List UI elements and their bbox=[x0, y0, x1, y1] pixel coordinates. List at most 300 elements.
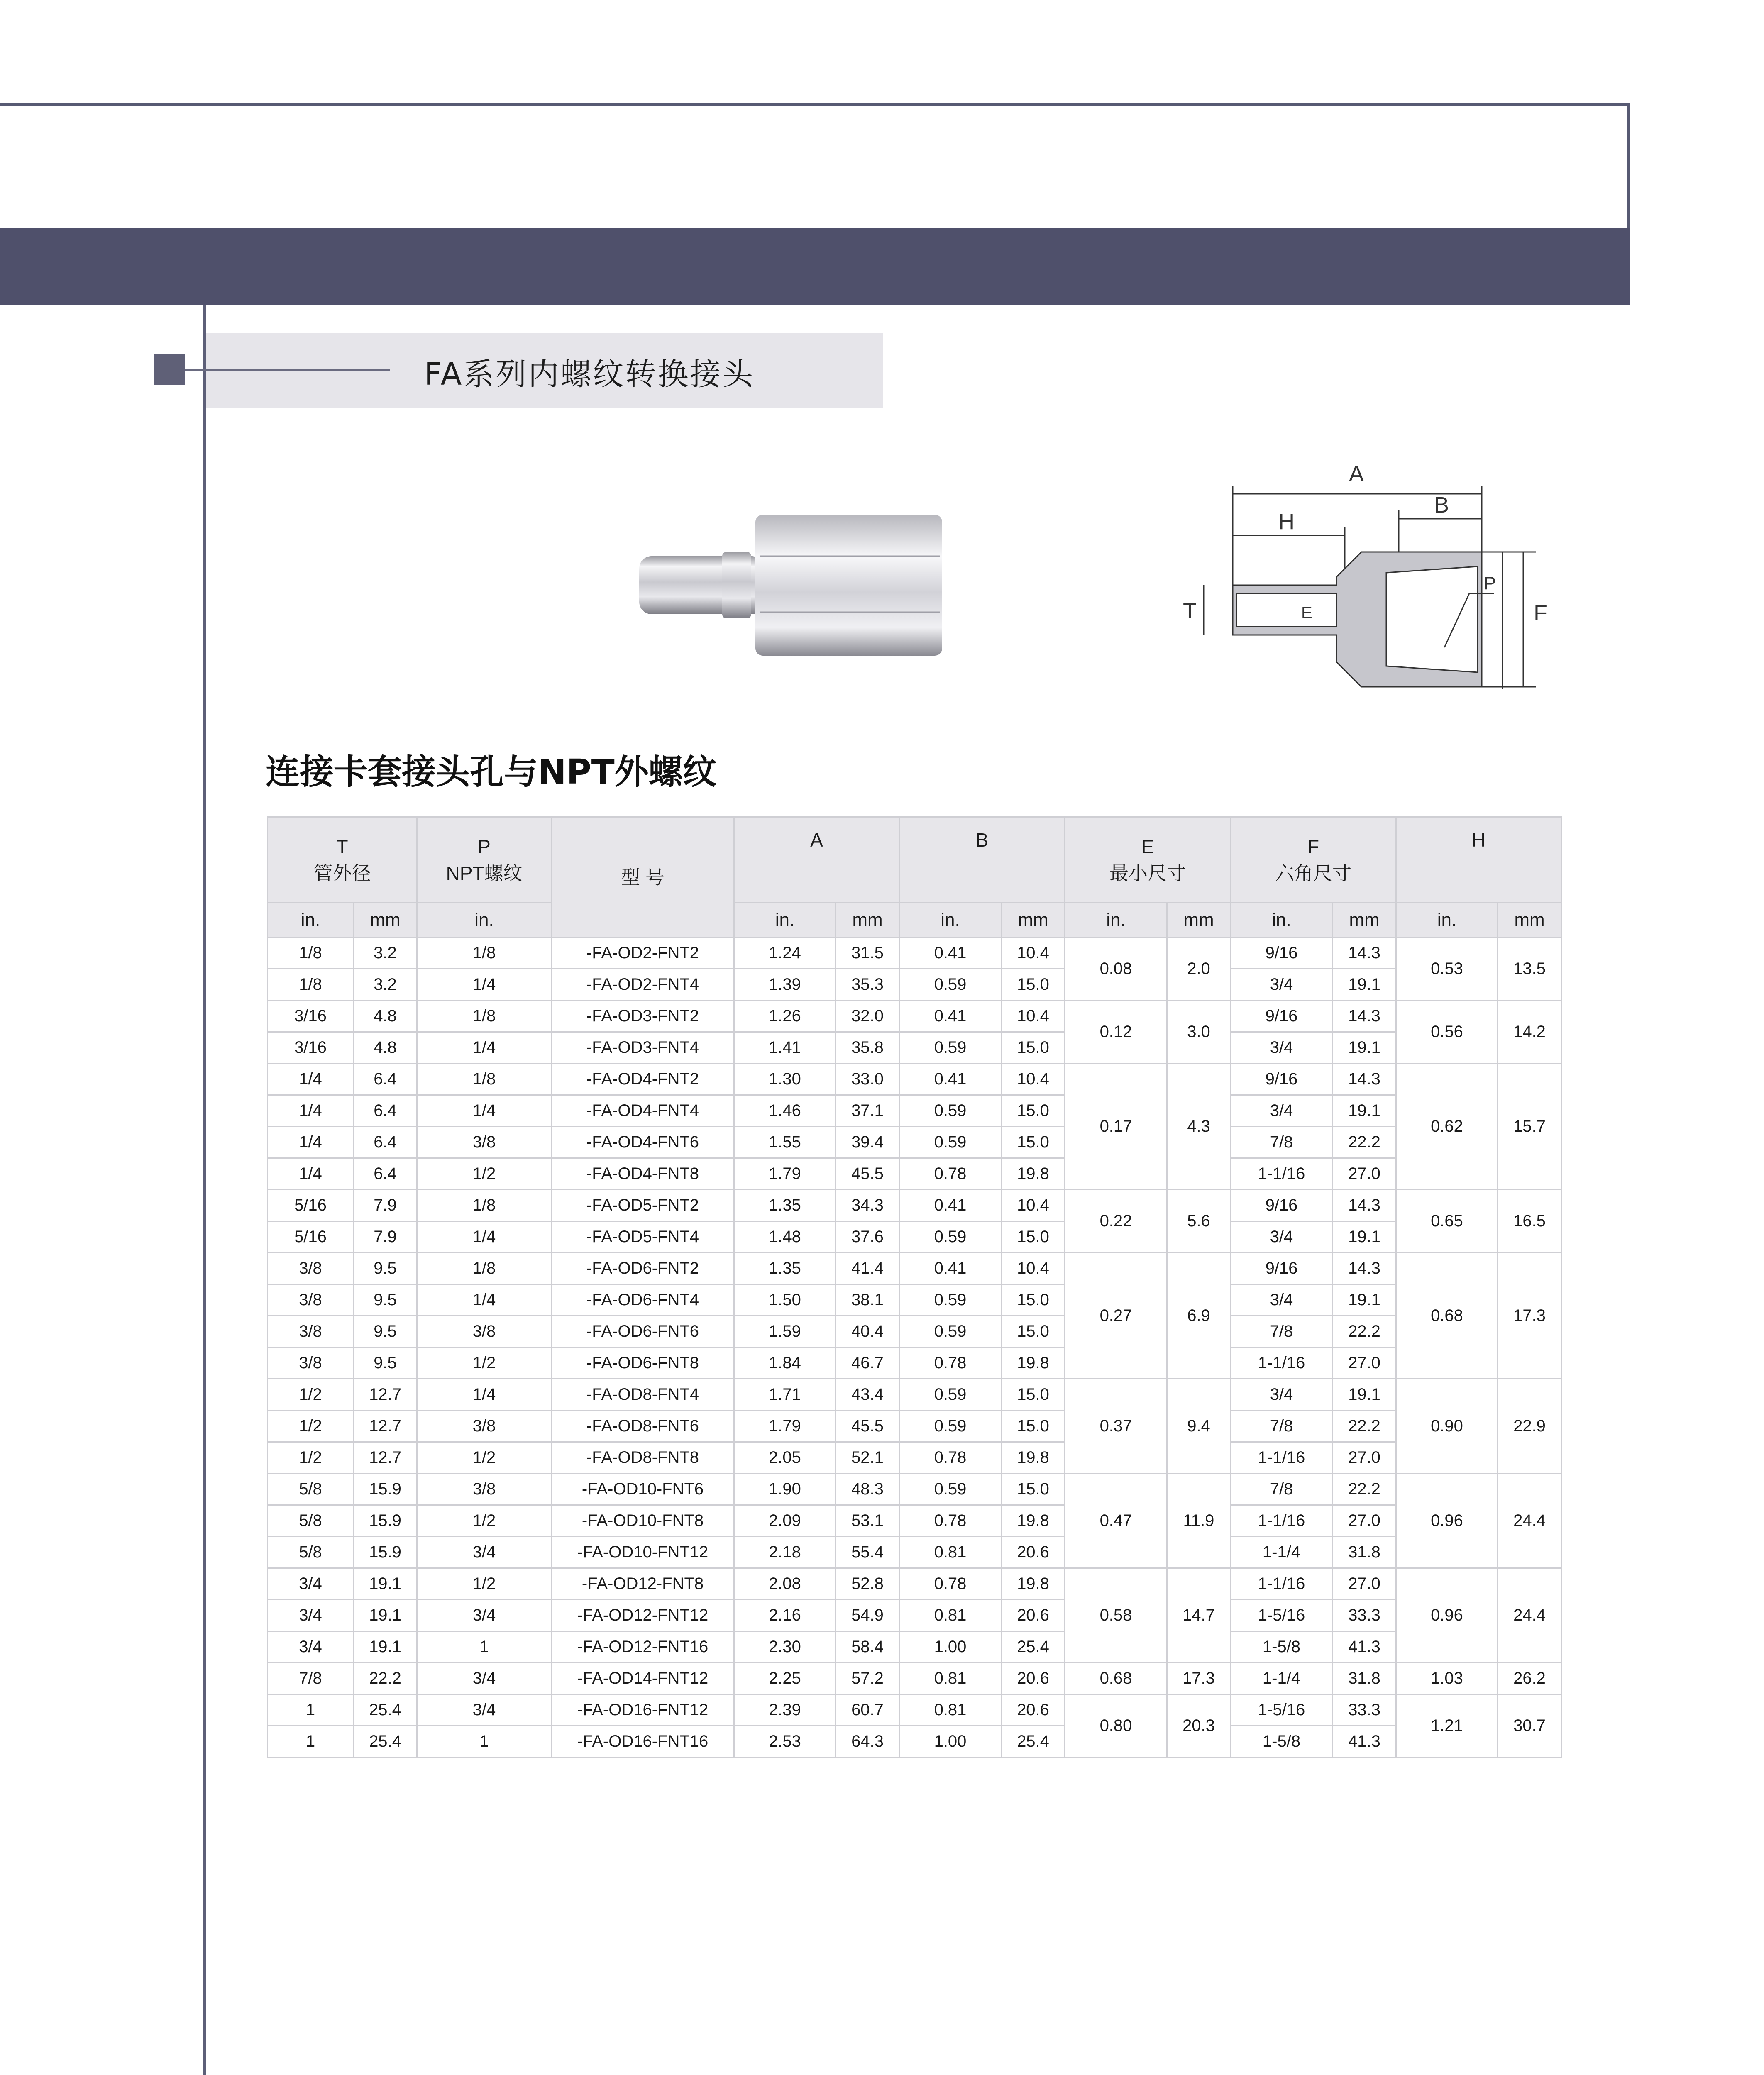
cell-h-in: 0.96 bbox=[1396, 1474, 1498, 1568]
cell-e-in: 0.47 bbox=[1065, 1474, 1167, 1568]
cell-f-mm: 27.0 bbox=[1333, 1442, 1396, 1474]
cell-f-in: 1-1/16 bbox=[1231, 1348, 1333, 1379]
top-rule bbox=[0, 103, 1630, 106]
cell-e-in: 0.68 bbox=[1065, 1663, 1167, 1694]
cell-a-in: 1.59 bbox=[734, 1316, 836, 1348]
cell-e-mm: 3.0 bbox=[1167, 1001, 1231, 1064]
cell-h-mm: 16.5 bbox=[1498, 1190, 1561, 1253]
cell-b-mm: 15.0 bbox=[1002, 1032, 1065, 1064]
cell-b-mm: 20.6 bbox=[1002, 1600, 1065, 1631]
cell-t-mm: 22.2 bbox=[354, 1663, 417, 1694]
cell-model: -FA-OD4-FNT2 bbox=[552, 1064, 734, 1095]
cell-a-in: 2.39 bbox=[734, 1694, 836, 1726]
cell-t-in: 3/4 bbox=[268, 1631, 354, 1663]
cell-a-mm: 58.4 bbox=[836, 1631, 899, 1663]
cell-f-in: 9/16 bbox=[1231, 1190, 1333, 1221]
cell-model: -FA-OD6-FNT4 bbox=[552, 1284, 734, 1316]
cell-model: -FA-OD12-FNT12 bbox=[552, 1600, 734, 1631]
cell-p-in: 1/2 bbox=[417, 1442, 552, 1474]
cell-model: -FA-OD6-FNT6 bbox=[552, 1316, 734, 1348]
cell-t-mm: 9.5 bbox=[354, 1284, 417, 1316]
cell-f-in: 1-1/16 bbox=[1231, 1568, 1333, 1600]
title-square-marker bbox=[154, 354, 185, 385]
page-title: FA系列内螺纹转换接头 bbox=[424, 356, 755, 392]
table-row bbox=[268, 1411, 1561, 1442]
cell-f-mm: 19.1 bbox=[1333, 1095, 1396, 1127]
cell-b-mm: 15.0 bbox=[1002, 1284, 1065, 1316]
cell-a-in: 1.24 bbox=[734, 937, 836, 969]
cell-b-mm: 10.4 bbox=[1002, 937, 1065, 969]
cell-t-mm: 9.5 bbox=[354, 1316, 417, 1348]
cell-t-mm: 9.5 bbox=[354, 1253, 417, 1284]
cell-a-mm: 60.7 bbox=[836, 1694, 899, 1726]
cell-t-in: 1/8 bbox=[268, 969, 354, 1001]
cell-t-mm: 19.1 bbox=[354, 1600, 417, 1631]
cell-t-in: 1/2 bbox=[268, 1411, 354, 1442]
cell-f-mm: 14.3 bbox=[1333, 937, 1396, 969]
cell-f-mm: 22.2 bbox=[1333, 1474, 1396, 1505]
cell-f-mm: 27.0 bbox=[1333, 1505, 1396, 1537]
cell-t-mm: 12.7 bbox=[354, 1411, 417, 1442]
cell-t-in: 3/8 bbox=[268, 1348, 354, 1379]
cell-t-in: 5/16 bbox=[268, 1221, 354, 1253]
cell-h-mm: 30.7 bbox=[1498, 1694, 1561, 1758]
cell-p-in: 1/4 bbox=[417, 1032, 552, 1064]
cell-model: -FA-OD8-FNT6 bbox=[552, 1411, 734, 1442]
cell-h-mm: 13.5 bbox=[1498, 937, 1561, 1001]
cell-p-in: 1/8 bbox=[417, 937, 552, 969]
cell-b-mm: 19.8 bbox=[1002, 1505, 1065, 1537]
cell-f-mm: 14.3 bbox=[1333, 1190, 1396, 1221]
table-row bbox=[268, 1316, 1561, 1348]
cell-h-mm: 14.2 bbox=[1498, 1001, 1561, 1064]
cell-a-in: 1.35 bbox=[734, 1190, 836, 1221]
cell-e-mm: 6.9 bbox=[1167, 1253, 1231, 1379]
cell-p-in: 1/4 bbox=[417, 1379, 552, 1411]
cell-a-mm: 64.3 bbox=[836, 1726, 899, 1758]
header-a: A bbox=[734, 817, 899, 903]
cell-a-mm: 52.8 bbox=[836, 1568, 899, 1600]
cell-e-mm: 17.3 bbox=[1167, 1663, 1231, 1694]
cell-a-mm: 53.1 bbox=[836, 1505, 899, 1537]
cell-b-in: 0.81 bbox=[899, 1600, 1002, 1631]
cell-a-in: 1.90 bbox=[734, 1474, 836, 1505]
table-row bbox=[268, 1001, 1561, 1032]
cell-t-mm: 4.8 bbox=[354, 1001, 417, 1032]
cell-a-mm: 37.1 bbox=[836, 1095, 899, 1127]
cell-f-in: 1-5/8 bbox=[1231, 1726, 1333, 1758]
cell-b-mm: 10.4 bbox=[1002, 1001, 1065, 1032]
cell-p-in: 1/2 bbox=[417, 1158, 552, 1190]
cell-t-in: 3/4 bbox=[268, 1600, 354, 1631]
cell-f-mm: 14.3 bbox=[1333, 1064, 1396, 1095]
cell-b-in: 0.41 bbox=[899, 1001, 1002, 1032]
header-model: 型 号 bbox=[552, 817, 734, 937]
label-h: H bbox=[1278, 509, 1295, 534]
cell-f-mm: 22.2 bbox=[1333, 1127, 1396, 1158]
cell-t-in: 1/2 bbox=[268, 1379, 354, 1411]
cell-f-in: 9/16 bbox=[1231, 1064, 1333, 1095]
cell-h-in: 0.68 bbox=[1396, 1253, 1498, 1379]
cell-a-in: 2.08 bbox=[734, 1568, 836, 1600]
cell-b-mm: 15.0 bbox=[1002, 1127, 1065, 1158]
cell-a-mm: 45.5 bbox=[836, 1158, 899, 1190]
cell-a-mm: 41.4 bbox=[836, 1253, 899, 1284]
cell-b-mm: 20.6 bbox=[1002, 1663, 1065, 1694]
cell-b-in: 0.59 bbox=[899, 1095, 1002, 1127]
left-rule bbox=[203, 305, 206, 2075]
table-row bbox=[268, 1064, 1561, 1095]
cell-e-in: 0.22 bbox=[1065, 1190, 1167, 1253]
cell-b-in: 0.81 bbox=[899, 1694, 1002, 1726]
cell-t-in: 1/4 bbox=[268, 1158, 354, 1190]
cell-f-mm: 41.3 bbox=[1333, 1631, 1396, 1663]
cell-e-in: 0.37 bbox=[1065, 1379, 1167, 1474]
cell-b-mm: 19.8 bbox=[1002, 1158, 1065, 1190]
cell-f-in: 3/4 bbox=[1231, 1221, 1333, 1253]
cell-f-in: 1-5/16 bbox=[1231, 1600, 1333, 1631]
cell-model: -FA-OD10-FNT12 bbox=[552, 1537, 734, 1568]
cell-e-mm: 4.3 bbox=[1167, 1064, 1231, 1190]
cell-b-mm: 15.0 bbox=[1002, 1221, 1065, 1253]
cell-model: -FA-OD10-FNT6 bbox=[552, 1474, 734, 1505]
table-row bbox=[268, 1190, 1561, 1221]
cell-t-mm: 19.1 bbox=[354, 1568, 417, 1600]
table-row bbox=[268, 1726, 1561, 1758]
label-b: B bbox=[1434, 493, 1449, 518]
cell-p-in: 3/4 bbox=[417, 1600, 552, 1631]
cell-f-mm: 19.1 bbox=[1333, 1284, 1396, 1316]
cell-b-in: 0.59 bbox=[899, 1221, 1002, 1253]
cell-h-in: 0.90 bbox=[1396, 1379, 1498, 1474]
table-row bbox=[268, 1032, 1561, 1064]
cell-f-mm: 27.0 bbox=[1333, 1348, 1396, 1379]
cell-t-mm: 19.1 bbox=[354, 1631, 417, 1663]
cell-p-in: 3/4 bbox=[417, 1694, 552, 1726]
cell-model: -FA-OD2-FNT2 bbox=[552, 937, 734, 969]
cell-h-mm: 24.4 bbox=[1498, 1474, 1561, 1568]
cell-e-mm: 20.3 bbox=[1167, 1694, 1231, 1758]
cell-a-mm: 54.9 bbox=[836, 1600, 899, 1631]
unit-in: in. bbox=[734, 903, 836, 937]
cell-t-in: 7/8 bbox=[268, 1663, 354, 1694]
label-f: F bbox=[1534, 601, 1547, 625]
cell-a-mm: 40.4 bbox=[836, 1316, 899, 1348]
cell-a-in: 1.84 bbox=[734, 1348, 836, 1379]
cell-p-in: 3/8 bbox=[417, 1127, 552, 1158]
cell-f-in: 7/8 bbox=[1231, 1127, 1333, 1158]
cell-model: -FA-OD12-FNT16 bbox=[552, 1631, 734, 1663]
cell-b-mm: 25.4 bbox=[1002, 1631, 1065, 1663]
table-row bbox=[268, 1537, 1561, 1568]
cell-model: -FA-OD14-FNT12 bbox=[552, 1663, 734, 1694]
cell-f-mm: 22.2 bbox=[1333, 1411, 1396, 1442]
cell-h-in: 1.03 bbox=[1396, 1663, 1498, 1694]
cell-b-in: 0.59 bbox=[899, 1379, 1002, 1411]
cell-t-in: 3/8 bbox=[268, 1253, 354, 1284]
cell-t-mm: 7.9 bbox=[354, 1221, 417, 1253]
cell-b-in: 0.78 bbox=[899, 1505, 1002, 1537]
label-p: P bbox=[1484, 573, 1496, 593]
cell-b-in: 0.59 bbox=[899, 969, 1002, 1001]
cell-b-mm: 19.8 bbox=[1002, 1568, 1065, 1600]
unit-mm: mm bbox=[1167, 903, 1231, 937]
cell-t-mm: 3.2 bbox=[354, 937, 417, 969]
cell-f-mm: 33.3 bbox=[1333, 1694, 1396, 1726]
cell-f-in: 9/16 bbox=[1231, 1253, 1333, 1284]
cell-f-in: 1-1/16 bbox=[1231, 1442, 1333, 1474]
cell-model: -FA-OD4-FNT8 bbox=[552, 1158, 734, 1190]
cell-t-mm: 6.4 bbox=[354, 1158, 417, 1190]
cell-b-in: 0.78 bbox=[899, 1442, 1002, 1474]
cell-a-in: 2.30 bbox=[734, 1631, 836, 1663]
cell-a-mm: 46.7 bbox=[836, 1348, 899, 1379]
cell-t-in: 1/8 bbox=[268, 937, 354, 969]
cell-f-mm: 22.2 bbox=[1333, 1316, 1396, 1348]
cell-b-mm: 19.8 bbox=[1002, 1442, 1065, 1474]
cell-h-mm: 22.9 bbox=[1498, 1379, 1561, 1474]
cell-model: -FA-OD4-FNT6 bbox=[552, 1127, 734, 1158]
cell-t-in: 5/8 bbox=[268, 1537, 354, 1568]
cell-a-in: 2.16 bbox=[734, 1600, 836, 1631]
cell-f-mm: 19.1 bbox=[1333, 1221, 1396, 1253]
unit-in: in. bbox=[1396, 903, 1498, 937]
cell-model: -FA-OD10-FNT8 bbox=[552, 1505, 734, 1537]
cell-t-in: 1 bbox=[268, 1694, 354, 1726]
cell-e-mm: 14.7 bbox=[1167, 1568, 1231, 1663]
cell-b-in: 0.59 bbox=[899, 1316, 1002, 1348]
table-row bbox=[268, 1442, 1561, 1474]
cell-f-mm: 27.0 bbox=[1333, 1158, 1396, 1190]
cell-a-in: 1.41 bbox=[734, 1032, 836, 1064]
cell-b-in: 0.41 bbox=[899, 1190, 1002, 1221]
cell-p-in: 3/4 bbox=[417, 1663, 552, 1694]
cell-b-mm: 15.0 bbox=[1002, 1411, 1065, 1442]
table-row bbox=[268, 969, 1561, 1001]
cell-a-mm: 57.2 bbox=[836, 1663, 899, 1694]
title-rule bbox=[185, 369, 390, 371]
cell-p-in: 1/2 bbox=[417, 1505, 552, 1537]
cell-b-mm: 10.4 bbox=[1002, 1064, 1065, 1095]
cell-b-mm: 15.0 bbox=[1002, 969, 1065, 1001]
cell-b-mm: 20.6 bbox=[1002, 1694, 1065, 1726]
cell-b-in: 0.59 bbox=[899, 1032, 1002, 1064]
cell-a-in: 1.46 bbox=[734, 1095, 836, 1127]
cell-f-in: 3/4 bbox=[1231, 969, 1333, 1001]
cell-t-mm: 12.7 bbox=[354, 1442, 417, 1474]
cell-e-mm: 11.9 bbox=[1167, 1474, 1231, 1568]
cell-b-mm: 15.0 bbox=[1002, 1379, 1065, 1411]
table-row bbox=[268, 1284, 1561, 1316]
cell-a-mm: 45.5 bbox=[836, 1411, 899, 1442]
table-row bbox=[268, 1379, 1561, 1411]
cell-model: -FA-OD16-FNT16 bbox=[552, 1726, 734, 1758]
cell-h-in: 0.65 bbox=[1396, 1190, 1498, 1253]
cell-f-mm: 41.3 bbox=[1333, 1726, 1396, 1758]
table-row bbox=[268, 1253, 1561, 1284]
cell-f-in: 3/4 bbox=[1231, 1379, 1333, 1411]
cell-f-in: 1-1/4 bbox=[1231, 1537, 1333, 1568]
unit-mm: mm bbox=[1498, 903, 1561, 937]
table-row bbox=[268, 1158, 1561, 1190]
cell-a-in: 1.39 bbox=[734, 969, 836, 1001]
table-row bbox=[268, 1631, 1561, 1663]
cell-t-mm: 15.9 bbox=[354, 1505, 417, 1537]
cell-t-mm: 25.4 bbox=[354, 1694, 417, 1726]
cell-e-in: 0.17 bbox=[1065, 1064, 1167, 1190]
cell-b-in: 0.41 bbox=[899, 937, 1002, 969]
cell-t-mm: 6.4 bbox=[354, 1127, 417, 1158]
cell-a-in: 1.30 bbox=[734, 1064, 836, 1095]
cell-h-mm: 26.2 bbox=[1498, 1663, 1561, 1694]
cell-a-mm: 31.5 bbox=[836, 937, 899, 969]
cell-t-in: 1/4 bbox=[268, 1127, 354, 1158]
unit-in: in. bbox=[417, 903, 552, 937]
cell-a-in: 1.26 bbox=[734, 1001, 836, 1032]
cell-t-in: 3/8 bbox=[268, 1284, 354, 1316]
unit-in: in. bbox=[1231, 903, 1333, 937]
cell-a-mm: 38.1 bbox=[836, 1284, 899, 1316]
cell-t-in: 1/4 bbox=[268, 1095, 354, 1127]
cell-f-mm: 14.3 bbox=[1333, 1001, 1396, 1032]
cell-a-in: 1.50 bbox=[734, 1284, 836, 1316]
cell-b-mm: 15.0 bbox=[1002, 1316, 1065, 1348]
cell-f-in: 9/16 bbox=[1231, 937, 1333, 969]
cell-model: -FA-OD12-FNT8 bbox=[552, 1568, 734, 1600]
cell-model: -FA-OD8-FNT4 bbox=[552, 1379, 734, 1411]
cell-model: -FA-OD5-FNT4 bbox=[552, 1221, 734, 1253]
unit-mm: mm bbox=[1002, 903, 1065, 937]
cell-b-in: 0.59 bbox=[899, 1284, 1002, 1316]
cell-f-mm: 19.1 bbox=[1333, 1379, 1396, 1411]
cell-p-in: 1/8 bbox=[417, 1001, 552, 1032]
cell-t-in: 5/16 bbox=[268, 1190, 354, 1221]
cell-a-mm: 32.0 bbox=[836, 1001, 899, 1032]
cell-f-in: 1-1/4 bbox=[1231, 1663, 1333, 1694]
cell-f-mm: 33.3 bbox=[1333, 1600, 1396, 1631]
cell-model: -FA-OD3-FNT2 bbox=[552, 1001, 734, 1032]
product-photo bbox=[635, 506, 955, 664]
header-b: B bbox=[899, 817, 1065, 903]
cell-b-mm: 19.8 bbox=[1002, 1348, 1065, 1379]
label-t: T bbox=[1183, 598, 1197, 623]
cell-e-mm: 9.4 bbox=[1167, 1379, 1231, 1474]
cell-p-in: 1/4 bbox=[417, 1221, 552, 1253]
cell-p-in: 1 bbox=[417, 1631, 552, 1663]
cell-a-in: 1.48 bbox=[734, 1221, 836, 1253]
cell-b-in: 0.78 bbox=[899, 1348, 1002, 1379]
cell-t-mm: 6.4 bbox=[354, 1064, 417, 1095]
cell-b-in: 1.00 bbox=[899, 1631, 1002, 1663]
table-row bbox=[268, 1474, 1561, 1505]
cell-h-mm: 17.3 bbox=[1498, 1253, 1561, 1379]
cell-h-in: 0.53 bbox=[1396, 937, 1498, 1001]
cell-model: -FA-OD16-FNT12 bbox=[552, 1694, 734, 1726]
cell-a-mm: 39.4 bbox=[836, 1127, 899, 1158]
cell-p-in: 1/2 bbox=[417, 1568, 552, 1600]
cell-p-in: 1/4 bbox=[417, 969, 552, 1001]
unit-in: in. bbox=[899, 903, 1002, 937]
header-e: E 最小尺寸 bbox=[1065, 817, 1231, 903]
table-row bbox=[268, 1694, 1561, 1726]
cell-p-in: 1/4 bbox=[417, 1095, 552, 1127]
unit-mm: mm bbox=[836, 903, 899, 937]
table-row bbox=[268, 1600, 1561, 1631]
cell-h-in: 0.62 bbox=[1396, 1064, 1498, 1190]
cell-f-mm: 14.3 bbox=[1333, 1253, 1396, 1284]
cell-t-in: 1 bbox=[268, 1726, 354, 1758]
cell-f-mm: 27.0 bbox=[1333, 1568, 1396, 1600]
cell-b-in: 0.41 bbox=[899, 1064, 1002, 1095]
table-row bbox=[268, 1095, 1561, 1127]
cell-t-in: 5/8 bbox=[268, 1505, 354, 1537]
header-band bbox=[0, 228, 1630, 305]
cell-h-mm: 24.4 bbox=[1498, 1568, 1561, 1663]
cell-model: -FA-OD3-FNT4 bbox=[552, 1032, 734, 1064]
cell-f-in: 1-1/16 bbox=[1231, 1505, 1333, 1537]
cell-p-in: 1/4 bbox=[417, 1284, 552, 1316]
cell-a-mm: 33.0 bbox=[836, 1064, 899, 1095]
cell-a-in: 2.18 bbox=[734, 1537, 836, 1568]
cell-a-in: 1.55 bbox=[734, 1127, 836, 1158]
cell-model: -FA-OD6-FNT2 bbox=[552, 1253, 734, 1284]
cell-model: -FA-OD4-FNT4 bbox=[552, 1095, 734, 1127]
cell-a-mm: 52.1 bbox=[836, 1442, 899, 1474]
label-e: E bbox=[1301, 604, 1312, 622]
cell-a-in: 2.25 bbox=[734, 1663, 836, 1694]
label-a: A bbox=[1349, 461, 1364, 486]
cell-model: -FA-OD6-FNT8 bbox=[552, 1348, 734, 1379]
cell-f-mm: 19.1 bbox=[1333, 969, 1396, 1001]
cell-e-mm: 5.6 bbox=[1167, 1190, 1231, 1253]
cell-b-in: 1.00 bbox=[899, 1726, 1002, 1758]
table-row bbox=[268, 1348, 1561, 1379]
header-h: H bbox=[1396, 817, 1561, 903]
cell-b-in: 0.59 bbox=[899, 1411, 1002, 1442]
header-f: F 六角尺寸 bbox=[1231, 817, 1396, 903]
table-row bbox=[268, 1505, 1561, 1537]
cell-p-in: 1/8 bbox=[417, 1064, 552, 1095]
cell-e-in: 0.27 bbox=[1065, 1253, 1167, 1379]
cell-a-in: 2.09 bbox=[734, 1505, 836, 1537]
cell-p-in: 3/8 bbox=[417, 1411, 552, 1442]
tube-collar bbox=[722, 552, 751, 618]
cell-f-in: 3/4 bbox=[1231, 1284, 1333, 1316]
right-rule bbox=[1627, 103, 1630, 228]
cell-e-in: 0.58 bbox=[1065, 1568, 1167, 1663]
table-row bbox=[268, 937, 1561, 969]
cell-t-mm: 4.8 bbox=[354, 1032, 417, 1064]
cell-b-mm: 15.0 bbox=[1002, 1095, 1065, 1127]
cell-e-in: 0.80 bbox=[1065, 1694, 1167, 1758]
cell-e-in: 0.12 bbox=[1065, 1001, 1167, 1064]
unit-mm: mm bbox=[1333, 903, 1396, 937]
cell-t-mm: 9.5 bbox=[354, 1348, 417, 1379]
cell-t-in: 3/8 bbox=[268, 1316, 354, 1348]
cell-p-in: 1/8 bbox=[417, 1253, 552, 1284]
cell-h-in: 0.96 bbox=[1396, 1568, 1498, 1663]
header-p: P NPT螺纹 bbox=[417, 817, 552, 903]
table-row bbox=[268, 1221, 1561, 1253]
cell-f-in: 3/4 bbox=[1231, 1095, 1333, 1127]
cell-a-mm: 34.3 bbox=[836, 1190, 899, 1221]
table-row bbox=[268, 1663, 1561, 1694]
cell-t-in: 3/4 bbox=[268, 1568, 354, 1600]
cell-f-in: 7/8 bbox=[1231, 1411, 1333, 1442]
cell-a-in: 2.53 bbox=[734, 1726, 836, 1758]
cell-t-mm: 15.9 bbox=[354, 1474, 417, 1505]
cell-t-mm: 6.4 bbox=[354, 1095, 417, 1127]
